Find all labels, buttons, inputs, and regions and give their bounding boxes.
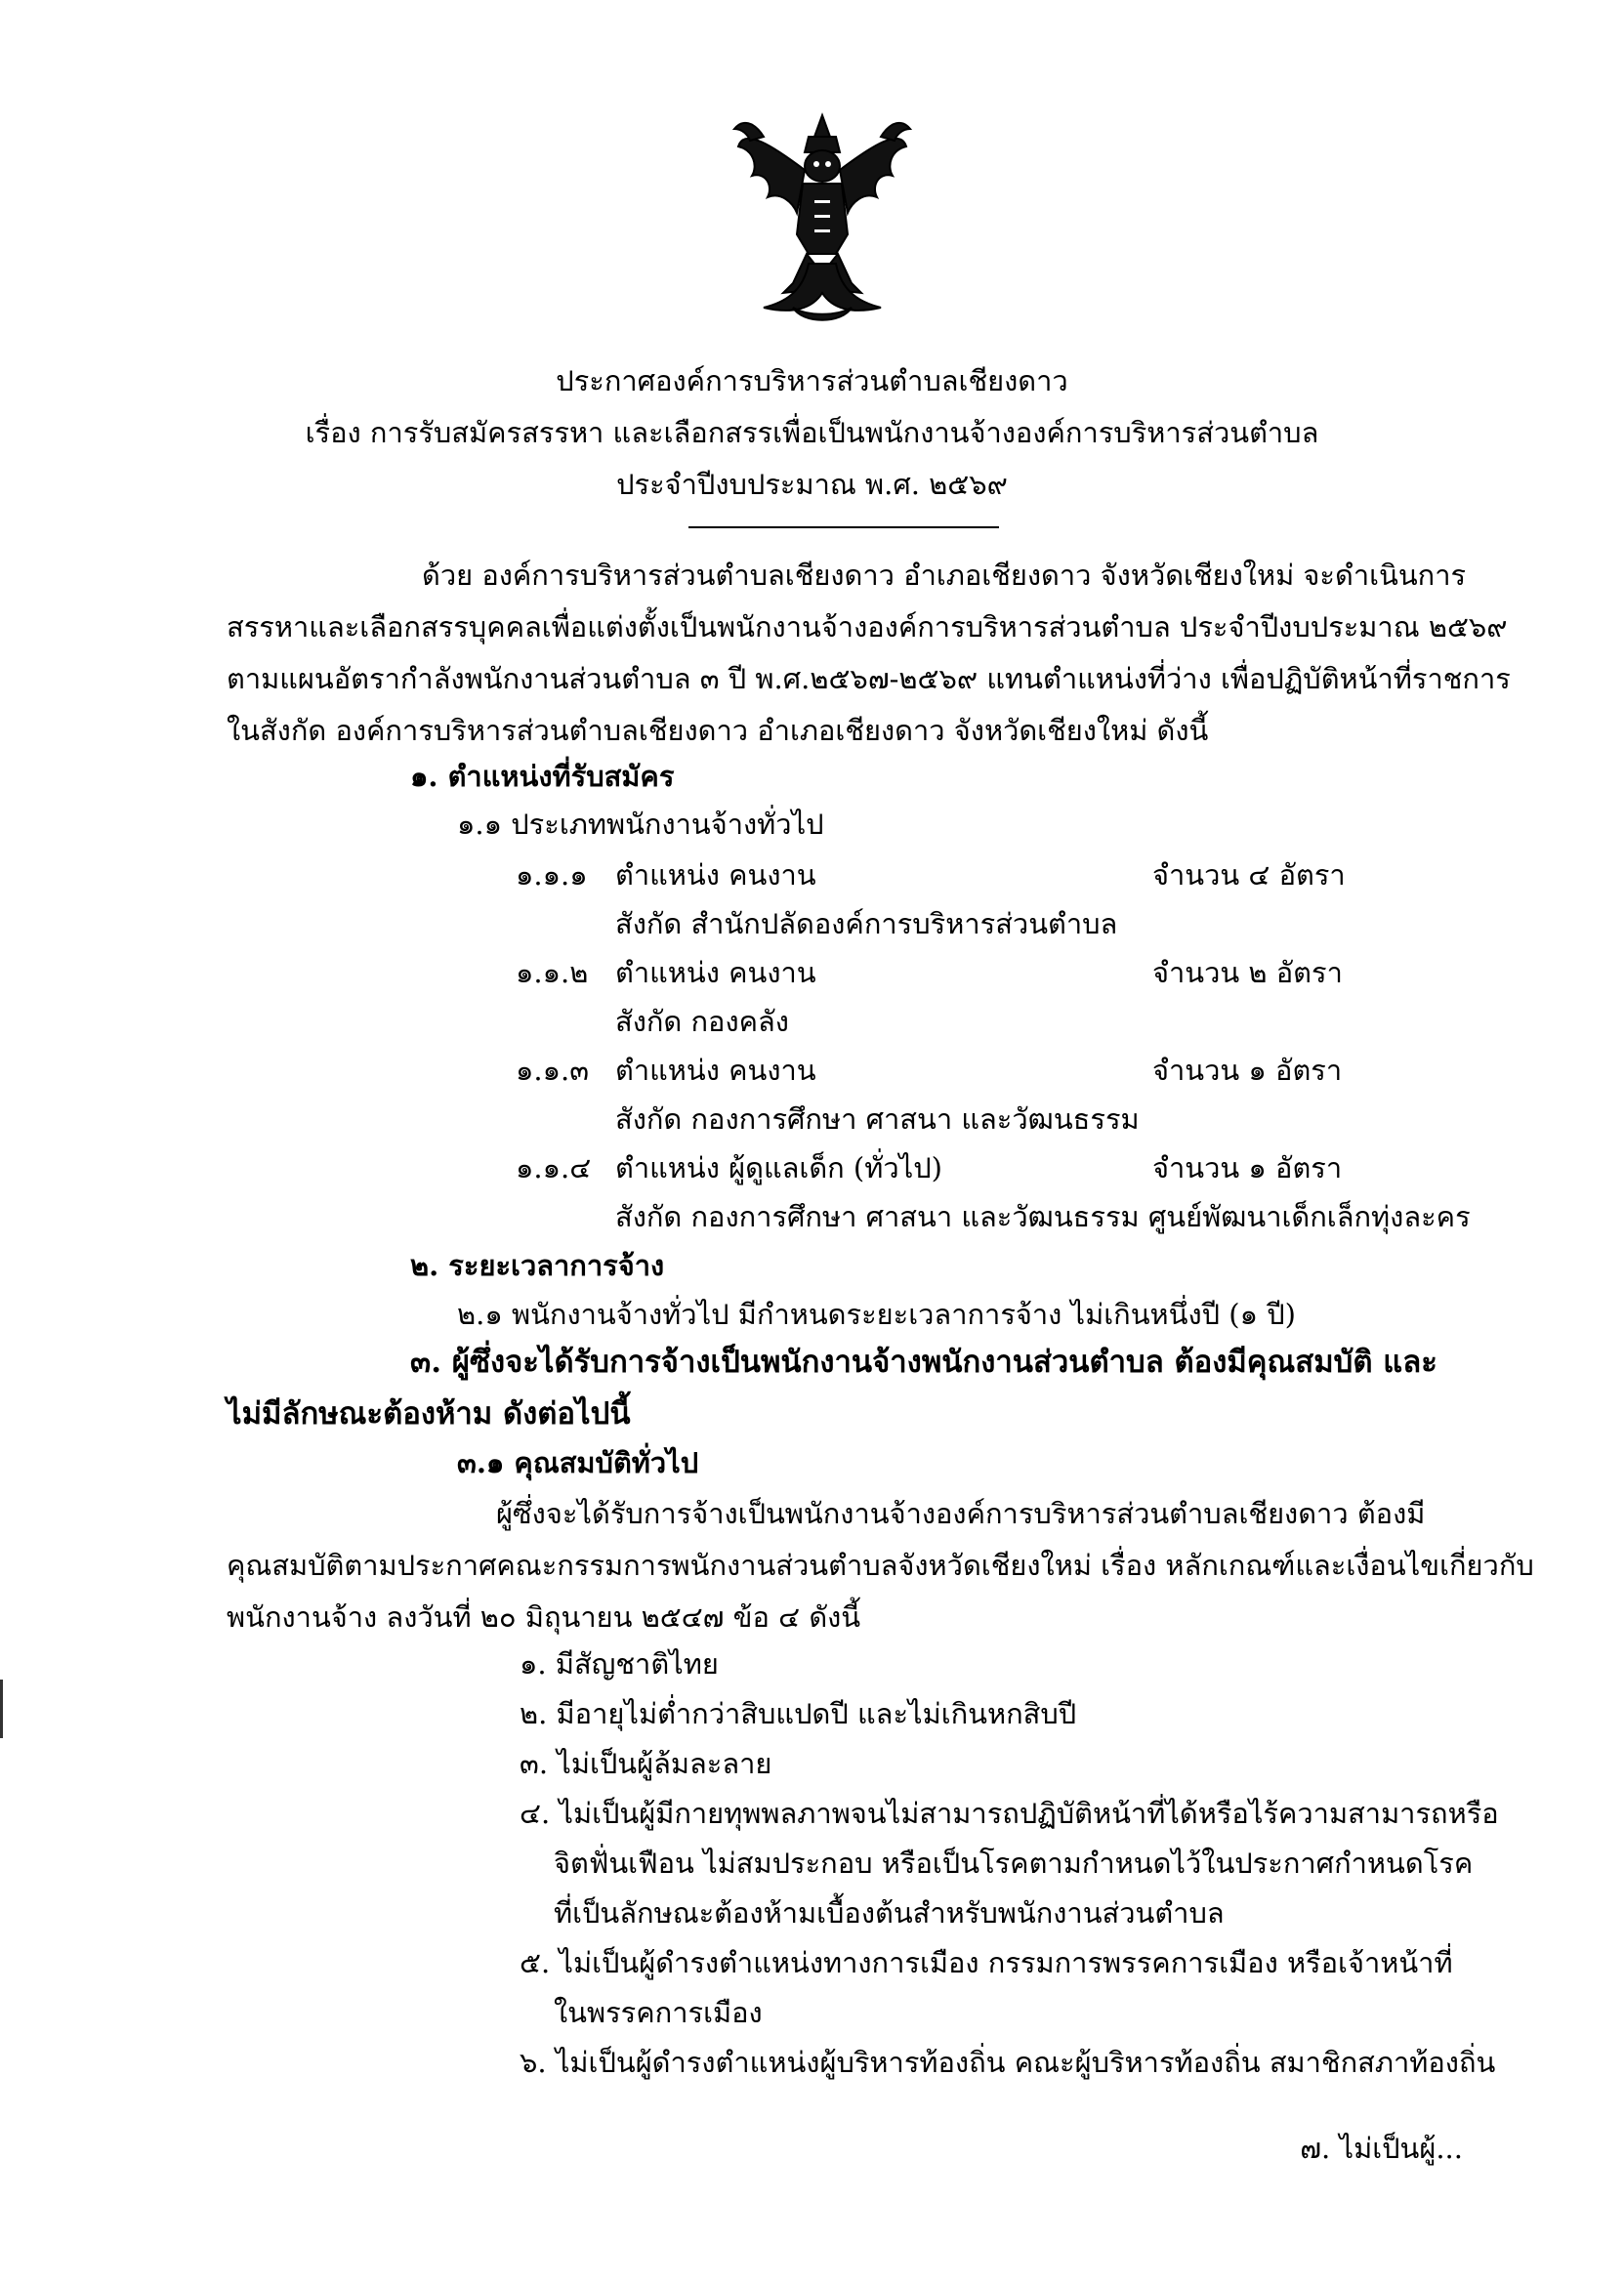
page-continuation: ๗. ไม่เป็นผู้... — [1300, 2132, 1463, 2165]
intro-line: ด้วย องค์การบริหารส่วนตำบลเชียงดาว อำเภอเชียงดาว จังหวัดเชียงใหม่ จะดำเนินการ — [422, 559, 1467, 592]
qualification-item-continued: ในพรรคการเมือง — [554, 1996, 763, 2029]
title-divider — [688, 526, 999, 528]
position-title: ตำแหน่ง คนงาน — [615, 858, 816, 892]
employment-period: ๒.๑ พนักงานจ้างทั่วไป มีกำหนดระยะเวลาการจ้าง ไม่เกินหนึ่งปี (๑ ปี) — [457, 1298, 1296, 1331]
position-dept: สังกัด กองการศึกษา ศาสนา และวัฒนธรรม ศูนย์พัฒนาเด็กเล็กทุ่งละคร — [615, 1200, 1471, 1233]
position-number: ๑.๑.๓ — [516, 1054, 590, 1087]
position-number: ๑.๑.๔ — [516, 1151, 592, 1184]
section-heading: ๒. ระยะเวลาการจ้าง — [410, 1249, 665, 1282]
qualification-item-continued: ที่เป็นลักษณะต้องห้ามเบื้องต้นสำหรับพนักงานส่วนตำบล — [554, 1896, 1225, 1930]
announcement-title: ประกาศองค์การบริหารส่วนตำบลเชียงดาว — [556, 364, 1068, 397]
qualification-item: ๓. ไม่เป็นผู้ล้มละลาย — [520, 1747, 772, 1780]
section-heading: ไม่มีลักษณะต้องห้าม ดังต่อไปนี้ — [227, 1396, 631, 1432]
position-count: จำนวน ๑ อัตรา — [1152, 1054, 1343, 1087]
qualification-paragraph: คุณสมบัติตามประกาศคณะกรรมการพนักงานส่วนตำบลจังหวัดเชียงใหม่ เรื่อง หลักเกณฑ์และเงื่อนไขเกี่ยวกับ — [227, 1549, 1534, 1582]
position-title: ตำแหน่ง คนงาน — [615, 956, 816, 989]
scan-edge-mark — [0, 1680, 3, 1738]
position-number: ๑.๑.๒ — [516, 956, 589, 989]
qualification-item: ๖. ไม่เป็นผู้ดำรงตำแหน่งผู้บริหารท้องถิ่น คณะผู้บริหารท้องถิ่น สมาชิกสภาท้องถิ่น — [520, 2046, 1496, 2079]
position-count: จำนวน ๔ อัตรา — [1152, 858, 1346, 892]
position-count: จำนวน ๑ อัตรา — [1152, 1151, 1343, 1184]
intro-line: ตามแผนอัตรากำลังพนักงานส่วนตำบล ๓ ปี พ.ศ.๒๕๖๗-๒๕๖๙ แทนตำแหน่งที่ว่าง เพื่อปฏิบัติหน้าที่ราชการ — [227, 662, 1511, 695]
position-count: จำนวน ๒ อัตรา — [1152, 956, 1343, 989]
qualification-item: ๕. ไม่เป็นผู้ดำรงตำแหน่งทางการเมือง กรรมการพรรคการเมือง หรือเจ้าหน้าที่ — [520, 1946, 1453, 1979]
announcement-subject: เรื่อง การรับสมัครสรรหา และเลือกสรรเพื่อเป็นพนักงานจ้างองค์การบริหารส่วนตำบล — [305, 416, 1319, 449]
position-dept: สังกัด สำนักปลัดองค์การบริหารส่วนตำบล — [615, 907, 1118, 940]
qualification-paragraph: ผู้ซึ่งจะได้รับการจ้างเป็นพนักงานจ้างองค์การบริหารส่วนตำบลเชียงดาว ต้องมี — [496, 1497, 1426, 1530]
qualification-paragraph: พนักงานจ้าง ลงวันที่ ๒๐ มิถุนายน ๒๕๔๗ ข้อ ๔ ดังนี้ — [227, 1600, 861, 1634]
qualification-item: ๔. ไม่เป็นผู้มีกายทุพพลภาพจนไม่สามารถปฏิบัติหน้าที่ได้หรือไร้ความสามารถหรือ — [520, 1797, 1499, 1830]
section-heading: ๑. ตำแหน่งที่รับสมัคร — [410, 760, 675, 793]
garuda-emblem-icon — [725, 107, 920, 332]
position-number: ๑.๑.๑ — [516, 858, 588, 892]
qualification-item-continued: จิตฟั่นเฟือน ไม่สมประกอบ หรือเป็นโรคตามกำหนดไว้ในประกาศกำหนดโรค — [554, 1847, 1474, 1880]
subsection-heading: ๓.๑ คุณสมบัติทั่วไป — [457, 1446, 699, 1479]
qualification-item: ๑. มีสัญชาติไทย — [520, 1647, 719, 1681]
position-title: ตำแหน่ง คนงาน — [615, 1054, 816, 1087]
fiscal-year: ประจำปีงบประมาณ พ.ศ. ๒๕๖๙ — [616, 468, 1008, 501]
position-dept: สังกัด กองคลัง — [615, 1005, 789, 1038]
section-heading: ๓. ผู้ซึ่งจะได้รับการจ้างเป็นพนักงานจ้างพนักงานส่วนตำบล ต้องมีคุณสมบัติ และ — [410, 1345, 1437, 1380]
position-dept: สังกัด กองการศึกษา ศาสนา และวัฒนธรรม — [615, 1102, 1140, 1136]
position-title: ตำแหน่ง ผู้ดูแลเด็ก (ทั่วไป) — [615, 1151, 942, 1184]
subsection-heading: ๑.๑ ประเภทพนักงานจ้างทั่วไป — [457, 808, 824, 841]
intro-line: ในสังกัด องค์การบริหารส่วนตำบลเชียงดาว อำเภอเชียงดาว จังหวัดเชียงใหม่ ดังนี้ — [227, 714, 1209, 747]
qualification-item: ๒. มีอายุไม่ต่ำกว่าสิบแปดปี และไม่เกินหกสิบปี — [520, 1697, 1077, 1730]
intro-line: สรรหาและเลือกสรรบุคคลเพื่อแต่งตั้งเป็นพนักงานจ้างองค์การบริหารส่วนตำบล ประจำปีงบประมาณ ๒๕๖๙ — [227, 610, 1508, 644]
